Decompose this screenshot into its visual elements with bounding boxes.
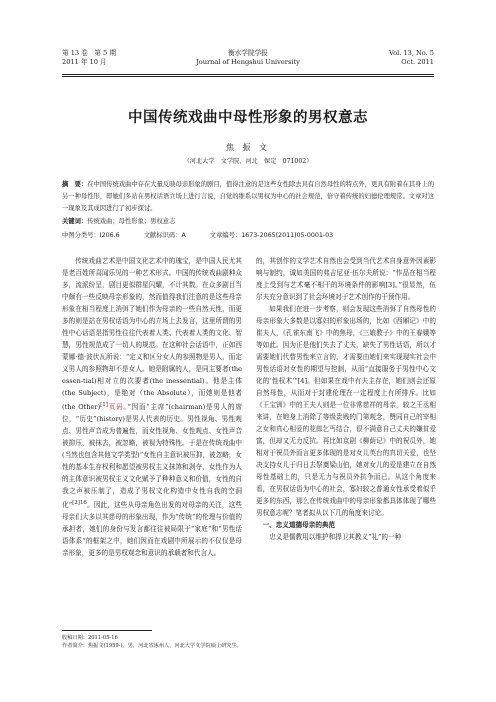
paragraph: 如果我们在进一步考察，则会发现这些消弭了自然母性的母亲形象大多数是以寡妇的形象出场的，比如《西厢记》中的崔夫人，《孔雀东南飞》中的焦母，《三娘教子》中的王春娥等等如此。因为正是他们失去了丈夫，缺失了男性话语，所以才需要她们代替男性来立言的，才需要由她们来实现现实社会中男性话语对女性的期望与控制，从而“直接服务于男性中心文化的‘性权术’”[4]。但如果在戏中有夫主存在，她们则会还原自然母性，从而对于封建伦理在一定程度上有所排斥。比如《王宝钏》中的王夫人则是一位非常慈祥的母亲，较之王丞相来讲，在她身上消除了等级贵贱的门第观念，赞同自己的宰相之女和真心相爱的花郎乞丐结合，很不满意自己丈夫的嫌贫爱富，但却又无力反抗。再比如京剧《柳荫记》中的祝员外，她相对于祝员外而言更多体现的是对女儿英台的真切关爱，也坚决支持女儿于归日去祭奠梁山伯，她对女儿的爱是建立在自然母性基础上的，只是无力与祝员外抗争而已。从这个角度来看，在男权话语为中心的社会，寡妇较之普通女性承受着似乎更多的东西，那么在传统戏曲中的母亲形象都具体体现了哪些男权意志呢？笔者拟从以下几的角度来讨论。 [256,305,436,517]
footnote [62,634,434,650]
author-bio: 作者简介：焦振文(1959-)，男，河北省涿州人，河北大学文学院硕士研究生。 [62,643,242,649]
footnote-rule [62,630,152,631]
author-affiliation: （河北大学 文学院，河北 保定 071002） [183,158,313,165]
body-column-left [62,255,242,559]
journal-name-cn: 衡水学院学报 [228,49,268,57]
header-right [389,49,434,67]
header-rule-thin [62,76,434,77]
classification-line [62,230,442,239]
issue-date: 2011 年 10 月 [62,58,107,66]
paragraph: 的，其创作的文学艺术自然也会受到当代艺术自身意外因素影响与制约，诚如美国的弗吉尼亚·伍尔夫所说：“作品在相当程度上受到与艺术毫不相干的环境条件的影响[3]。”很显然，伍尔夫充分意识到了社会环境对于艺术创作的干预作用。 [256,257,436,301]
paragraph: 传统戏曲艺术是中国文化艺术中的瑰宝，是中国人民尤其是老百姓所喜闻乐见的一种艺术形式。中国的传统戏曲剧种众多，流派纷呈，剧目更似群星闪耀，不计其数。在众多剧目当中颇有一些反映母亲形象的，然而值得我们注意的是这些母亲形象在相当程度上消弭了她们作为母亲的一些自然天性，而更多的则是站在男权话语为中心的立场上去发言，这里所谓的男性中心话语是指男性往往代表着人类、代表着人类的文化、智慧，男性规范成了一切人的规范。在这种社会话语中，正如西蒙娜·德·波伏瓦所说：“定义和区分女人的参照物是男人，而定义男人的参照物却不是女人。她是附属的人，是同主要者(the essen-tial)相对立的次要者(the inessential)。他是主体(the Subject)，是绝对（the Absolute），而她则是他者(the Other)[1]页码。”因而“主席”(chairman)是男人的席位，“历史”(history)是男人代表的历史。男性视角、男性观点、男性声音成为普遍性，而女性视角、女性观点、女性声音被抑压，被抹去，被忽略，被视为特殊性。于是在传统戏曲中(当然也包含其他文学类型)“女性自主意识被压抑，被忽略，女性的基本生存权利和愿望被男权主义抹煞和剥夺，女性作为人的主体意识被男权主义文化赋予了种种意义和价值，女性的自我之声被压制了，造成了男权文化构造中女性自我的空洞化”$^{[2]16}$。因此，这些从母亲角色出发的对母亲的关注，这些母亲们大多以其慈母的形象出现，作为“传统”的伦理与价值的承担者，她们的身份与发言都往往被局限于“家庭”和“男性话语体系”的框架之中，她们因而在戏剧中所展示的不仅仅是母亲形象，更多的是男权观念和意识的承载者和代言人。 [62,257,243,558]
section-heading: 一、忠义道德母亲的典范 [262,521,336,529]
abstract-text: 在中国传统戏曲中存在大量反映母亲形象的剧目，值得注意的是这些女性除去具有自然母性的特点外，更具有附着在其身上的另一种母性形，即她们多站在男权话语立场上进行言说，自觉的维系以男权为中心的社会规范，倍守着传统的妇德伦理规常。文章对这一现象及其成因进行了初步探讨。 [62,181,435,212]
keywords-label: 关键词： [62,218,88,225]
article-number: 文章编号：1673-2065(2011)05-0001-03 [209,232,334,239]
journal-name-en: Journal of Hengshui University [196,58,300,66]
header-rule-thick [62,74,434,75]
body-column-right [256,255,436,543]
citation: [2]16 [72,500,87,507]
clc-number: 中图分类号：I206.6 [62,232,120,239]
citation: [1] [100,402,108,408]
issue-date-en: Oct. 2011 [401,58,434,66]
article-title: 中国传统戏曲中母性形象的男权意志 [128,110,368,126]
journal-header [62,49,434,75]
author-name: 焦 振 文 [225,143,271,152]
volume-issue-en: Vol. 13, No. 5 [388,49,434,57]
paragraph: 忠义是儒教用以维护和捍卫其教义“礼”的一种 [269,533,402,541]
received-date: 收稿日期：2011-05-16 [62,635,118,641]
abstract [62,179,434,215]
header-center [62,49,434,67]
keywords-text: 传统戏曲；母性形象；男权意志 [87,218,176,225]
keywords [62,216,434,225]
citation-page-highlight: 页码 [107,403,124,412]
document-code: 文献标识码：A [143,232,186,239]
volume-issue: 第 13 卷 第 5 期 [62,49,116,57]
abstract-label: 摘 要： [62,181,88,188]
